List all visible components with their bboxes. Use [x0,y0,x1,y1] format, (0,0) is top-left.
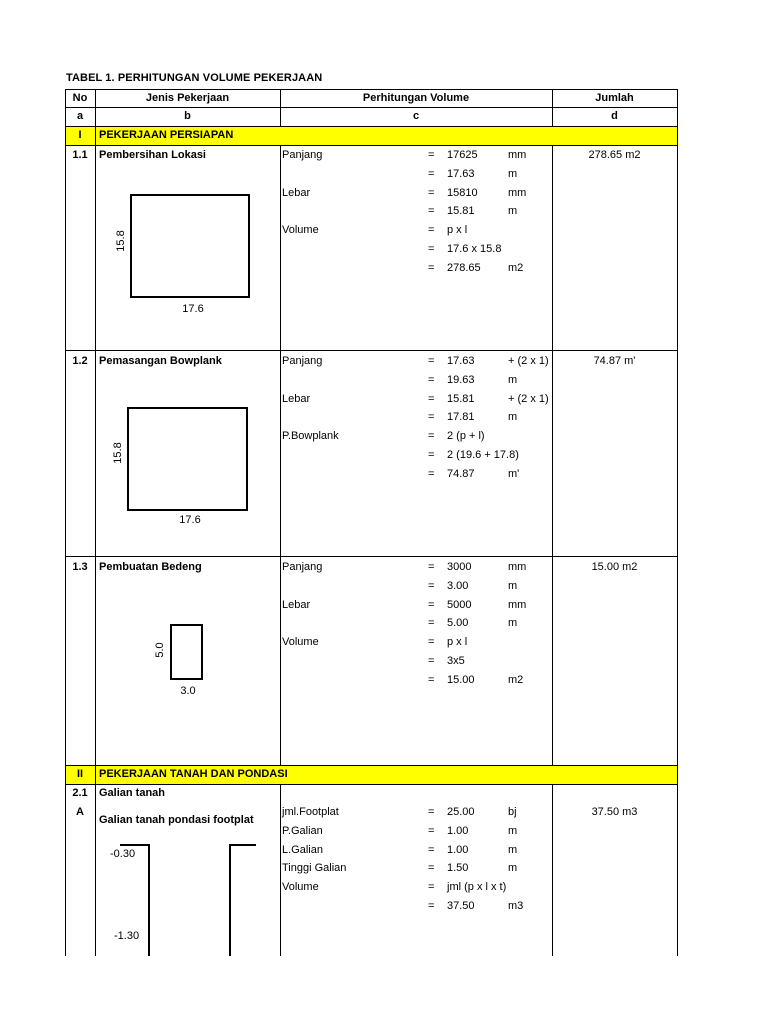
calc-value: p x l [447,224,468,237]
item-no: 2.1 [72,787,88,799]
subheader-a: a [76,110,84,122]
calc-equals: = [428,881,435,894]
calc-label: Volume [282,881,319,894]
sub-item-name: Galian tanah pondasi footplat [99,814,254,826]
subheader-d: d [611,110,618,122]
calc-label: P.Bowplank [282,430,339,443]
grid-line [95,89,96,956]
grid-line [65,89,677,90]
calc-value: 3x5 [447,655,465,667]
plan-rectangle [130,194,250,298]
calc-label: Lebar [282,598,311,611]
item-jumlah: 15.00 m2 [591,561,638,573]
excavation-wall [148,844,150,956]
calc-unit: bj [508,806,517,818]
calc-unit: m [508,167,518,180]
calc-equals: = [428,205,435,218]
calc-unit: + (2 x 1) [508,392,549,405]
table-title: TABEL 1. PERHITUNGAN VOLUME PEKERJAAN [66,72,323,84]
subheader-c: c [412,110,420,122]
calc-equals: = [428,355,435,367]
excavation-top-line [120,844,150,846]
calc-value: jml (p x l x t) [447,881,507,894]
calc-equals: = [428,862,435,875]
grid-line [65,784,677,785]
dimension-width: 17.6 [179,514,201,526]
item-no: 1.3 [72,561,88,573]
grid-line [677,89,678,956]
calc-unit: m3 [508,900,524,912]
dimension-width: 3.0 [180,685,196,697]
calc-label: Volume [282,636,319,649]
item-name: Pembersihan Lokasi [99,149,206,161]
calc-value: 15.00 [447,673,475,686]
calc-value: 17.6 x 15.8 [447,243,502,255]
calc-value: 278.65 [447,261,481,274]
calc-equals: = [428,392,435,405]
calc-equals: = [428,243,435,255]
calc-value: 1.00 [447,843,469,856]
calc-equals: = [428,900,435,912]
calc-equals: = [428,449,435,461]
item-no: 1.2 [72,355,88,367]
calc-value: 3000 [447,561,472,573]
grid-line [65,556,677,557]
calc-label: Lebar [282,186,311,199]
grid-line [65,126,677,127]
calc-unit: mm [508,561,527,573]
header-perhitungan: Perhitungan Volume [362,92,470,104]
calc-equals: = [428,561,435,573]
calc-label: L.Galian [282,843,323,856]
calc-equals: = [428,843,435,856]
calc-value: 17625 [447,149,478,161]
calc-unit: m2 [508,673,524,686]
calc-label: jml.Footplat [282,806,339,818]
calc-equals: = [428,636,435,649]
calc-unit: m [508,862,518,875]
calc-equals: = [428,598,435,611]
calc-unit: m [508,579,518,592]
section-title: PEKERJAAN TANAH DAN PONDASI [99,768,288,780]
calc-unit: m [508,824,518,837]
calc-label: Panjang [282,149,323,161]
item-name: Galian tanah [99,787,166,799]
calc-equals: = [428,149,435,161]
header-no: No [72,92,88,104]
item-no: 1.1 [72,149,88,161]
calc-value: p x l [447,636,468,649]
calc-value: 2 (19.6 + 17.8) [447,449,519,461]
calc-unit: m [508,617,518,630]
dimension-height: 5.0 [154,642,166,658]
calc-unit: mm [508,186,527,199]
calc-equals: = [428,186,435,199]
calc-equals: = [428,373,435,386]
excavation-wall [229,844,231,956]
calc-value: 1.00 [447,824,469,837]
calc-unit: m [508,843,518,856]
calc-equals: = [428,261,435,274]
grid-line [65,145,677,146]
calc-equals: = [428,824,435,837]
calc-value: 17.63 [447,355,475,367]
calc-equals: = [428,467,435,480]
calc-value: 5000 [447,598,472,611]
calc-value: 2 (p + l) [447,430,485,443]
dimension-height: 15.8 [115,230,127,252]
calc-value: 15810 [447,186,478,199]
calc-equals: = [428,655,435,667]
calc-value: 74.87 [447,467,475,480]
grid-line [65,107,677,108]
calc-label: Tinggi Galian [282,862,347,875]
calc-label: Panjang [282,355,323,367]
calc-equals: = [428,617,435,630]
calc-label: Lebar [282,392,311,405]
item-jumlah: 278.65 m2 [588,149,641,161]
dimension-height: 15.8 [112,442,124,464]
item-jumlah: 37.50 m3 [591,806,638,818]
calc-value: 15.81 [447,205,475,218]
subheader-b: b [184,110,191,122]
calc-unit: m [508,411,518,424]
calc-unit: m [508,373,518,386]
calc-value: 17.63 [447,167,475,180]
calc-equals: = [428,411,435,424]
calc-equals: = [428,673,435,686]
calc-equals: = [428,224,435,237]
calc-unit: + (2 x 1) [508,355,549,367]
plan-rectangle [170,624,203,680]
elevation-top: -0.30 [110,848,136,860]
item-name: Pemasangan Bowplank [99,355,222,367]
grid-line [65,89,66,956]
section-no: II [76,768,84,780]
excavation-top-line [229,844,256,846]
calc-equals: = [428,579,435,592]
calc-equals: = [428,430,435,443]
calc-value: 5.00 [447,617,469,630]
grid-line [280,145,281,765]
calc-unit: m2 [508,261,524,274]
item-jumlah: 74.87 m' [593,355,636,367]
calc-equals: = [428,806,435,818]
calc-unit: m [508,205,518,218]
plan-rectangle [127,407,248,511]
calc-label: Volume [282,224,319,237]
grid-line [65,765,677,766]
calc-value: 37.50 [447,900,475,912]
calc-unit: mm [508,598,527,611]
calc-equals: = [428,167,435,180]
item-name: Pembuatan Bedeng [99,561,202,573]
grid-line [65,350,677,351]
grid-line [280,784,281,956]
calc-value: 1.50 [447,862,469,875]
section-title: PEKERJAAN PERSIAPAN [99,129,234,141]
section-no: I [78,129,82,141]
calc-unit: m' [508,467,520,480]
header-jenis: Jenis Pekerjaan [145,92,230,104]
sub-item-no: A [76,806,84,818]
calc-value: 25.00 [447,806,475,818]
calc-value: 15.81 [447,392,475,405]
grid-line [552,145,553,765]
calc-value: 19.63 [447,373,475,386]
elevation-bottom: -1.30 [114,930,140,942]
dimension-width: 17.6 [182,303,204,315]
calc-unit: mm [508,149,527,161]
header-jumlah: Jumlah [595,92,634,104]
calc-value: 3.00 [447,579,469,592]
calc-label: Panjang [282,561,323,573]
calc-label: P.Galian [282,824,323,837]
calc-value: 17.81 [447,411,475,424]
